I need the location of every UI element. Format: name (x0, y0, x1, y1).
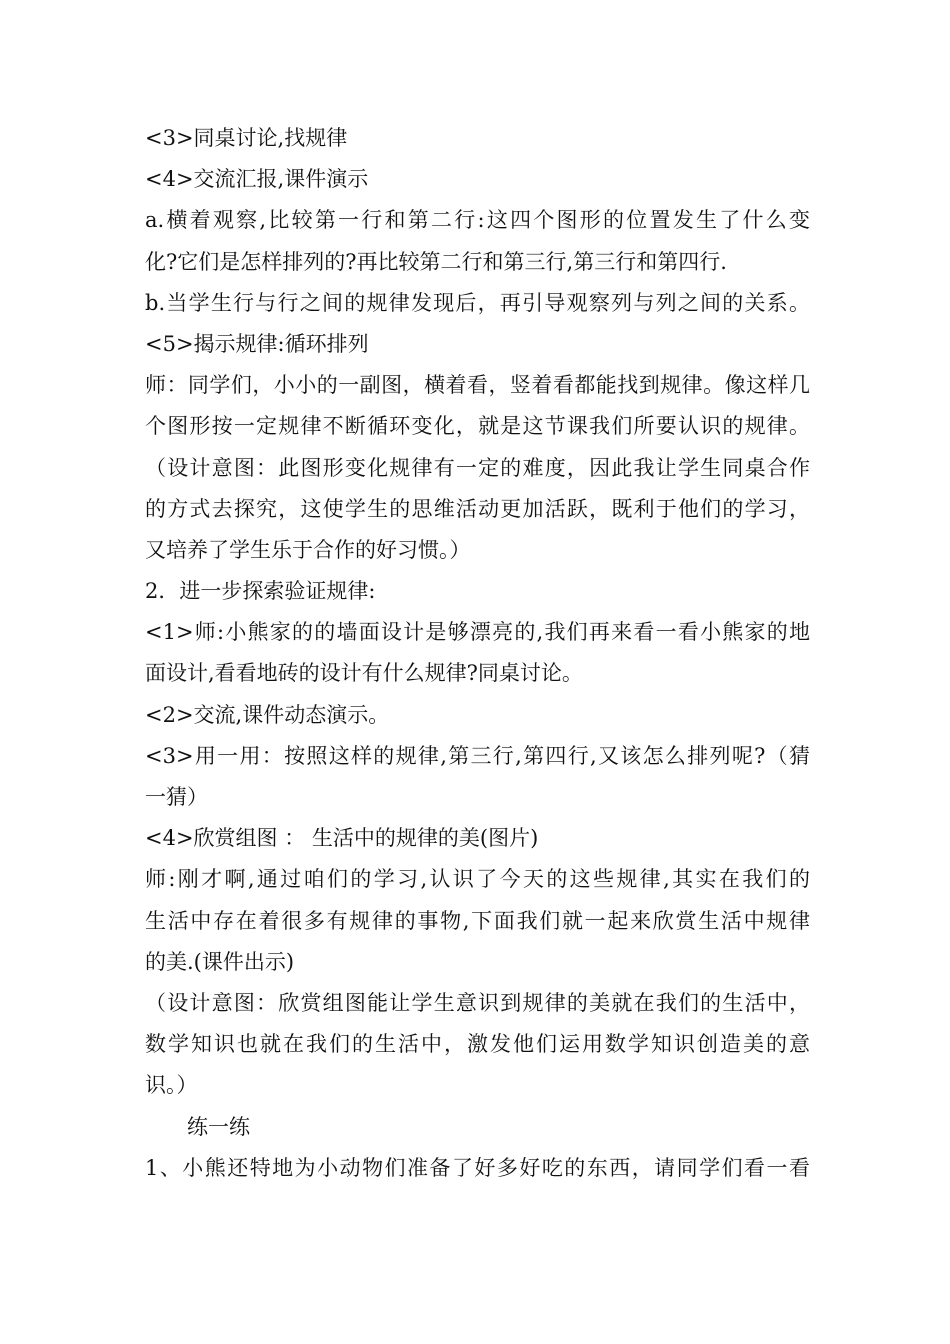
text-line: （设计意图：欣赏组图能让学生意识到规律的美就在我们的生活中， (145, 990, 810, 1015)
text-line: 识。） (145, 1073, 198, 1098)
text-line: a.横着观察,比较第一行和第二行:这四个图形的位置发生了什么变 (145, 208, 810, 233)
text-line: 面设计,看看地砖的设计有什么规律?同桌讨论。 (145, 661, 583, 686)
text-line: 化?它们是怎样排列的?再比较第二行和第三行,第三行和第四行. (145, 249, 727, 274)
text-line: <1>师:小熊家的的墙面设计是够漂亮的,我们再来看一看小熊家的地 (145, 620, 810, 645)
text-line: 师:刚才啊,通过咱们的学习,认识了今天的这些规律,其实在我们的 (145, 867, 810, 892)
document-body (145, 118, 810, 1189)
text-line: 1、小熊还特地为小动物们准备了好多好吃的东西，请同学们看一看 (145, 1155, 810, 1180)
text-line: <3>用一用：按照这样的规律,第三行,第四行,又该怎么排列呢?（猜 (145, 743, 810, 768)
text-line: <4>欣赏组图 ： 生活中的规律的美(图片) (145, 826, 539, 851)
text-line: 又培养了学生乐于合作的好习惯。） (145, 537, 471, 562)
text-line: b.当学生行与行之间的规律发现后，再引导观察列与列之间的关系。 (145, 290, 810, 315)
text-line: （设计意图：此图形变化规律有一定的难度，因此我让学生同桌合作 (145, 455, 810, 480)
section-heading: 2．进一步探索验证规律: (145, 579, 376, 604)
text-line: <2>交流,课件动态演示。 (145, 702, 390, 727)
text-line: 的方式去探究，这使学生的思维活动更加活跃，既利于他们的学习， (145, 496, 810, 521)
text-line: <5>揭示规律:循环排列 (145, 331, 369, 356)
text-line: 生活中存在着很多有规律的事物,下面我们就一起来欣赏生活中规律 (145, 908, 810, 933)
text-line: <4>交流汇报,课件演示 (145, 167, 369, 192)
section-heading: 练一练 (187, 1114, 250, 1139)
text-line: 数学知识也就在我们的生活中，激发他们运用数学知识创造美的意 (145, 1032, 810, 1057)
text-line: 师：同学们，小小的一副图，横着看，竖着看都能找到规律。像这样几 (145, 373, 810, 398)
text-line: <3>同桌讨论,找规律 (145, 126, 348, 150)
text-line: 个图形按一定规律不断循环变化，就是这节课我们所要认识的规律。 (145, 414, 810, 439)
text-line: 一猜） (145, 785, 208, 809)
text-line: 的美.(课件出示) (145, 949, 295, 974)
